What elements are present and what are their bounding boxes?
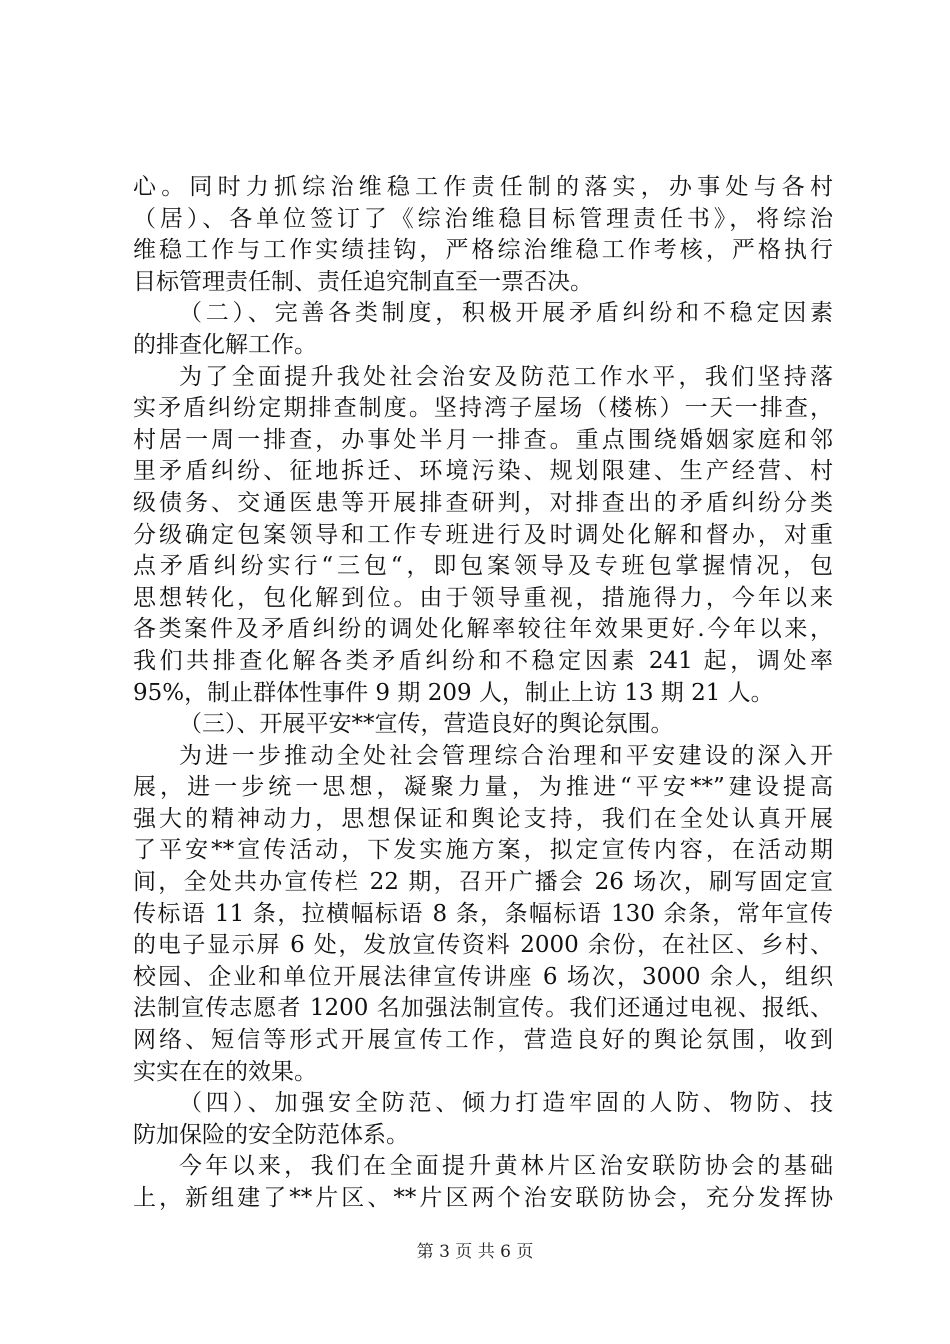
text-line: 为了全面提升我处社会治安及防范工作水平，我们坚持落 <box>179 363 833 390</box>
text-line: 强大的精神动力，思想保证和舆论支持，我们在全处认真开展 <box>133 805 833 832</box>
text-line: 的电子显示屏 6 处，发放宣传资料 2000 余份，在社区、乡村、 <box>133 932 833 959</box>
text-line: 上，新组建了**片区、**片区两个治安联防协会，充分发挥协 <box>133 1185 833 1211</box>
text-line: 的排查化解工作。 <box>133 331 317 358</box>
text-line: 村居一周一排查，办事处半月一排查。重点围绕婚姻家庭和邻 <box>133 426 833 453</box>
text-line: 实实在在的效果。 <box>133 1058 317 1085</box>
text-line: 维稳工作与工作实绩挂钩，严格综治维稳工作考核，严格执行 <box>133 237 833 264</box>
text-line: 思想转化，包化解到位。由于领导重视，措施得力，今年以来 <box>133 584 833 611</box>
text-line: 心。同时力抓综治维稳工作责任制的落实，办事处与各村 <box>133 174 833 200</box>
text-line: 各类案件及矛盾纠纷的调处化解率较往年效果更好.今年以来， <box>133 616 833 643</box>
text-line: 为进一步推动全处社会管理综合治理和平安建设的深入开 <box>179 742 833 769</box>
text-line: 目标管理责任制、责任追究制直至一票否决。 <box>133 268 593 295</box>
text-line: 校园、企业和单位开展法律宣传讲座 6 场次，3000 余人，组织 <box>133 963 833 990</box>
text-line: 里矛盾纠纷、征地拆迁、环境污染、规划限建、生产经营、村 <box>133 458 833 485</box>
page-footer: 第 3 页 共 6 页 <box>416 1242 534 1262</box>
text-line: 分级确定包案领导和工作专班进行及时调处化解和督办，对重 <box>133 521 833 548</box>
text-line: （三）、开展平安**宣传，营造良好的舆论氛围。 <box>179 711 674 738</box>
text-line: 展，进一步统一思想，凝聚力量，为推进“平安**”建设提高 <box>133 774 833 801</box>
text-line: 95%，制止群体性事件 9 期 209 人，制止上访 13 期 21 人。 <box>133 679 774 706</box>
text-line: 法制宣传志愿者 1200 名加强法制宣传。我们还通过电视、报纸、 <box>133 995 833 1022</box>
text-line: 传标语 11 条，拉横幅标语 8 条，条幅标语 130 余条，常年宣传 <box>133 900 833 927</box>
text-line: 实矛盾纠纷定期排查制度。坚持湾子屋场（楼栋）一天一排查， <box>133 395 833 422</box>
text-line: 级债务、交通医患等开展排查研判，对排查出的矛盾纠纷分类 <box>133 489 833 516</box>
text-line: （四）、加强安全防范、倾力打造牢固的人防、物防、技 <box>179 1090 833 1117</box>
text-line: 点矛盾纠纷实行“三包“，即包案领导及专班包掌握情况，包 <box>133 553 833 580</box>
document-body <box>133 172 833 1215</box>
text-line: 防加保险的安全防范体系。 <box>133 1121 409 1148</box>
text-line: 网络、短信等形式开展宣传工作，营造良好的舆论氛围，收到 <box>133 1027 833 1054</box>
text-line: （居）、各单位签订了《综治维稳目标管理责任书》，将综治 <box>133 205 833 232</box>
text-line: 了平安**宣传活动，下发实施方案，拟定宣传内容，在活动期 <box>133 837 833 864</box>
text-line: （二）、完善各类制度，积极开展矛盾纠纷和不稳定因素 <box>179 300 833 327</box>
text-line: 今年以来，我们在全面提升黄林片区治安联防协会的基础 <box>179 1153 833 1180</box>
text-line: 我们共排查化解各类矛盾纠纷和不稳定因素 241 起，调处率 <box>133 647 833 674</box>
text-line: 间，全处共办宣传栏 22 期，召开广播会 26 场次，刷写固定宣 <box>133 869 833 896</box>
